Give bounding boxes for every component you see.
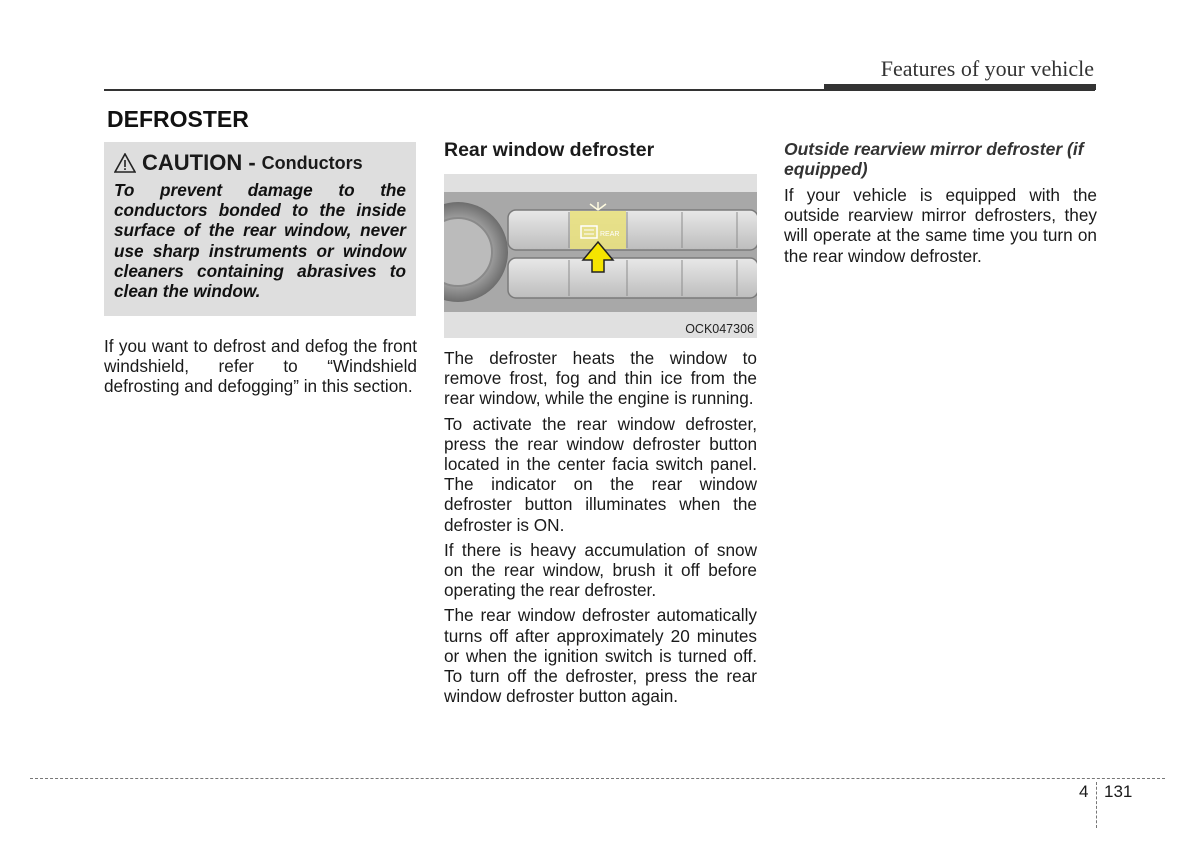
section-title: DEFROSTER: [107, 106, 249, 132]
rear-button-label: REAR: [600, 231, 620, 238]
caution-label: CAUTION -: [142, 150, 256, 175]
rear-defroster-paragraph: The defroster heats the window to remove frost, fog and thin ice from the rear window, while the engine is running.: [444, 348, 757, 409]
rear-defroster-paragraph: The rear window defroster automatically turns off after approximately 20 minutes or when the ignition switch is turned off. To turn off the defroster, press the rear window defroster button again.: [444, 605, 757, 707]
mirror-defroster-paragraph: If your vehicle is equipped with the outside rearview mirror defrosters, they will operate at the same time you turn on the rear window defroster.: [784, 185, 1097, 266]
caution-subject: Conductors: [261, 152, 363, 173]
header-rule-accent: [824, 84, 1096, 90]
warning-triangle-icon: [114, 153, 136, 173]
caution-box: [104, 142, 416, 316]
rear-defroster-heading: Rear window defroster: [444, 139, 655, 161]
page-number: 131: [1104, 782, 1133, 801]
chapter-number: 4: [1079, 782, 1089, 801]
switch-panel-figure: [444, 174, 757, 338]
caution-text: To prevent damage to the conductors bonded to the inside surface of the rear window, never use sharp instruments or window cleaners containing abrasives to clean the window.: [114, 180, 406, 302]
rear-defroster-text: [444, 348, 757, 711]
rear-defroster-paragraph: If there is heavy accumulation of snow on the rear window, brush it off before operating the rear defroster.: [444, 539, 757, 601]
switch-panel-illustration: [444, 174, 757, 338]
footer-rule: [30, 778, 1165, 779]
figure-code: OCK047306: [685, 322, 754, 336]
defroster-intro-paragraph: If you want to defrost and defog the front windshield, refer to “Windshield defrosting and defogging” in this section.: [104, 336, 417, 397]
mirror-defroster-heading: Outside rearview mirror defroster (if equipped): [784, 139, 1084, 179]
page-header-title: Features of your vehicle: [880, 56, 1094, 81]
caution-heading: [114, 150, 406, 176]
footer-divider: [1096, 782, 1097, 828]
rear-defroster-paragraph: To activate the rear window defroster, press the rear window defroster button located in the center facia switch panel. The indicator on the rear window defroster button illuminates when the defroster is ON.: [444, 413, 757, 535]
